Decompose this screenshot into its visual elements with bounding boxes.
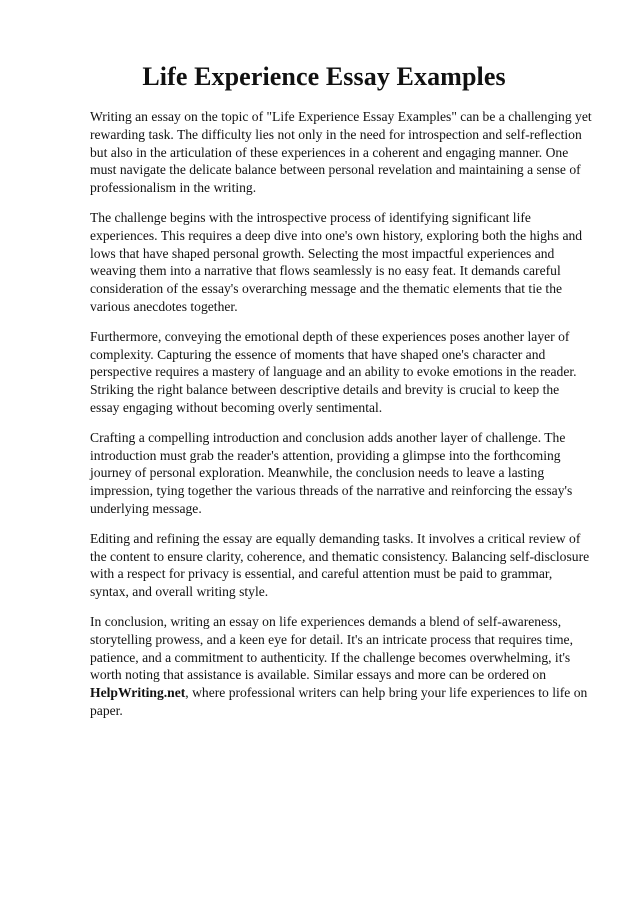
paragraph-conclusion — [90, 613, 592, 720]
helpwriting-highlight: HelpWriting.net — [90, 685, 186, 701]
document-title: Life Experience Essay Examples — [142, 62, 506, 91]
paragraph-introduction-conclusion: Crafting a compelling introduction and conclusion adds another layer of challenge. The introduction must grab the reader's attention, providing a glimpse into the forthcoming journey of personal exploration. Meanwhile, the conclusion needs to leave a lasting impression, tying together the various threads of the narrative and reinforcing the essay's underlying message. — [90, 429, 573, 516]
paragraph-editing: Editing and refining the essay are equally demanding tasks. It involves a critical review of the content to ensure clarity, coherence, and thematic consistency. Balancing self-disclosure with a respect for privacy is essential, and careful attention must be paid to grammar, syntax, and overall writing style. — [90, 530, 590, 600]
paragraph-challenge: The challenge begins with the introspective process of identifying significant life experiences. This requires a deep dive into one's own history, exploring both the highs and lows that have shaped personal growth. Selecting the most impactful experiences and weaving them into a narrative that flows seamlessly is no easy feat. It demands careful consideration of the essay's overarching message and the thematic elements that tie the various anecdotes together. — [90, 209, 583, 314]
conclusion-text-after: , where professional writers can help bring your life experiences to life on paper. — [90, 685, 588, 718]
paragraph-intro: Writing an essay on the topic of "Life Experience Essay Examples" can be a challenging yet rewarding task. The difficulty lies not only in the need for introspection and self-reflection but also in the articulation of these experiences in a coherent and engaging manner. One must navigate the delicate balance between personal revelation and maintaining a sense of professionalism in the writing. — [90, 109, 592, 196]
paragraph-emotional-depth: Furthermore, conveying the emotional depth of these experiences poses another layer of complexity. Capturing the essence of moments that have shaped one's character and perspective requires a mastery of language and an ability to evoke emotions in the reader. Striking the right balance between descriptive details and brevity is crucial to keep the essay engaging without becoming overly sentimental. — [90, 328, 577, 415]
conclusion-text-before: In conclusion, writing an essay on life experiences demands a blend of self-awareness, storytelling prowess, and a keen eye for detail. It's an intricate process that requires time, patience, and a commitment to authenticity. If the challenge becomes overwhelming, it's worth noting that assistance is available. Similar essays and more can be ordered on — [90, 613, 573, 683]
